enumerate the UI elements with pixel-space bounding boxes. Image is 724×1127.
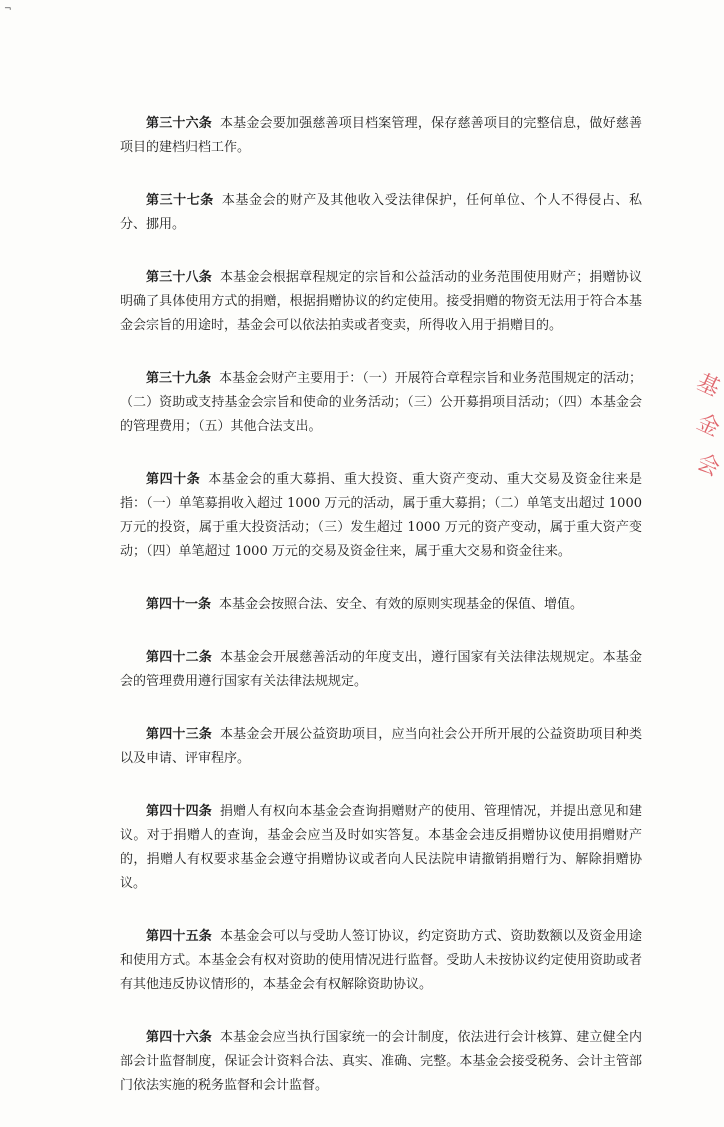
- article-number: 第三十八条: [146, 270, 212, 285]
- article-number: 第三十七条: [146, 193, 214, 208]
- article-number: 第三十九条: [146, 371, 212, 386]
- article-45: [120, 925, 642, 997]
- article-43: [120, 723, 642, 771]
- article-text: 本基金会开展公益资助项目，应当向社会公开所开展的公益资助项目种类以及申请、评审程序。: [120, 727, 642, 766]
- article-text: 本基金会的重大募捐、重大投资、重大资产变动、重大交易及资金往来是指：（一）单笔募捐收入超过 1000 万元的活动，属于重大募捐；（二）单笔支出超过 1000 万元的投资，属于重大投资活动；（三）发生超过 1000 万元的资产变动，属于重大资产变动；（四）单笔超过 1000 万元的交易及资金往来，属于重大交易和资金往来。: [120, 472, 642, 559]
- article-44: [120, 800, 642, 896]
- article-number: 第四十条: [146, 472, 201, 487]
- article-number: 第四十五条: [146, 929, 212, 944]
- article-text: 本基金会开展慈善活动的年度支出，遵行国家有关法律法规规定。本基金会的管理费用遵行国家有关法律法规规定。: [120, 650, 642, 689]
- article-text: 本基金会按照合法、安全、有效的原则实现基金的保值、增值。: [219, 597, 584, 612]
- article-number: 第四十二条: [146, 650, 212, 665]
- article-41: [120, 593, 642, 617]
- article-text: 本基金会财产主要用于：（一）开展符合章程宗旨和业务范围规定的活动；（二）资助或支持基金会宗旨和使命的业务活动；（三）公开募捐项目活动；（四）本基金会的管理费用；（五）其他合法支出。: [120, 371, 642, 434]
- red-seal-stamp: [692, 369, 724, 490]
- article-number: 第四十一条: [146, 597, 212, 612]
- article-text: 捐赠人有权向本基金会查询捐赠财产的使用、管理情况，并提出意见和建议。对于捐赠人的查询，基金会应当及时如实答复。本基金会违反捐赠协议使用捐赠财产的，捐赠人有权要求基金会遵守捐赠协议或者向人民法院申请撤销捐赠行为、解除捐赠协议。: [120, 804, 642, 891]
- article-46: [120, 1026, 642, 1098]
- articles-body: [120, 112, 642, 1127]
- article-text: 本基金会应当执行国家统一的会计制度，依法进行会计核算、建立健全内部会计监督制度，保证会计资料合法、真实、准确、完整。本基金会接受税务、会计主管部门依法实施的税务监督和会计监督。: [120, 1030, 642, 1093]
- article-number: 第四十三条: [146, 727, 212, 742]
- article-37: [120, 189, 642, 237]
- article-text: 本基金会要加强慈善项目档案管理，保存慈善项目的完整信息，做好慈善项目的建档归档工作。: [120, 116, 642, 155]
- article-42: [120, 646, 642, 694]
- article-number: 第四十六条: [146, 1030, 212, 1045]
- seal-char: 金: [692, 409, 724, 442]
- article-text: 本基金会的财产及其他收入受法律保护，任何单位、个人不得侵占、私分、挪用。: [120, 193, 642, 232]
- seal-char: 会: [692, 449, 724, 482]
- corner-mark: ¬: [4, 4, 12, 14]
- article-36: [120, 112, 642, 160]
- article-text: 本基金会根据章程规定的宗旨和公益活动的业务范围使用财产；捐赠协议明确了具体使用方式的捐赠，根据捐赠协议的约定使用。接受捐赠的物资无法用于符合本基金会宗旨的用途时，基金会可以依法拍卖或者变卖，所得收入用于捐赠目的。: [120, 270, 642, 333]
- article-39: [120, 367, 642, 439]
- article-text: 本基金会可以与受助人签订协议，约定资助方式、资助数额以及资金用途和使用方式。本基金会有权对资助的使用情况进行监督。受助人未按协议约定使用资助或者有其他违反协议情形的，本基金会有权解除资助协议。: [120, 929, 642, 992]
- article-number: 第三十六条: [146, 116, 212, 131]
- article-40: [120, 468, 642, 564]
- article-number: 第四十四条: [146, 804, 212, 819]
- seal-char: 基: [692, 369, 724, 402]
- article-38: [120, 266, 642, 338]
